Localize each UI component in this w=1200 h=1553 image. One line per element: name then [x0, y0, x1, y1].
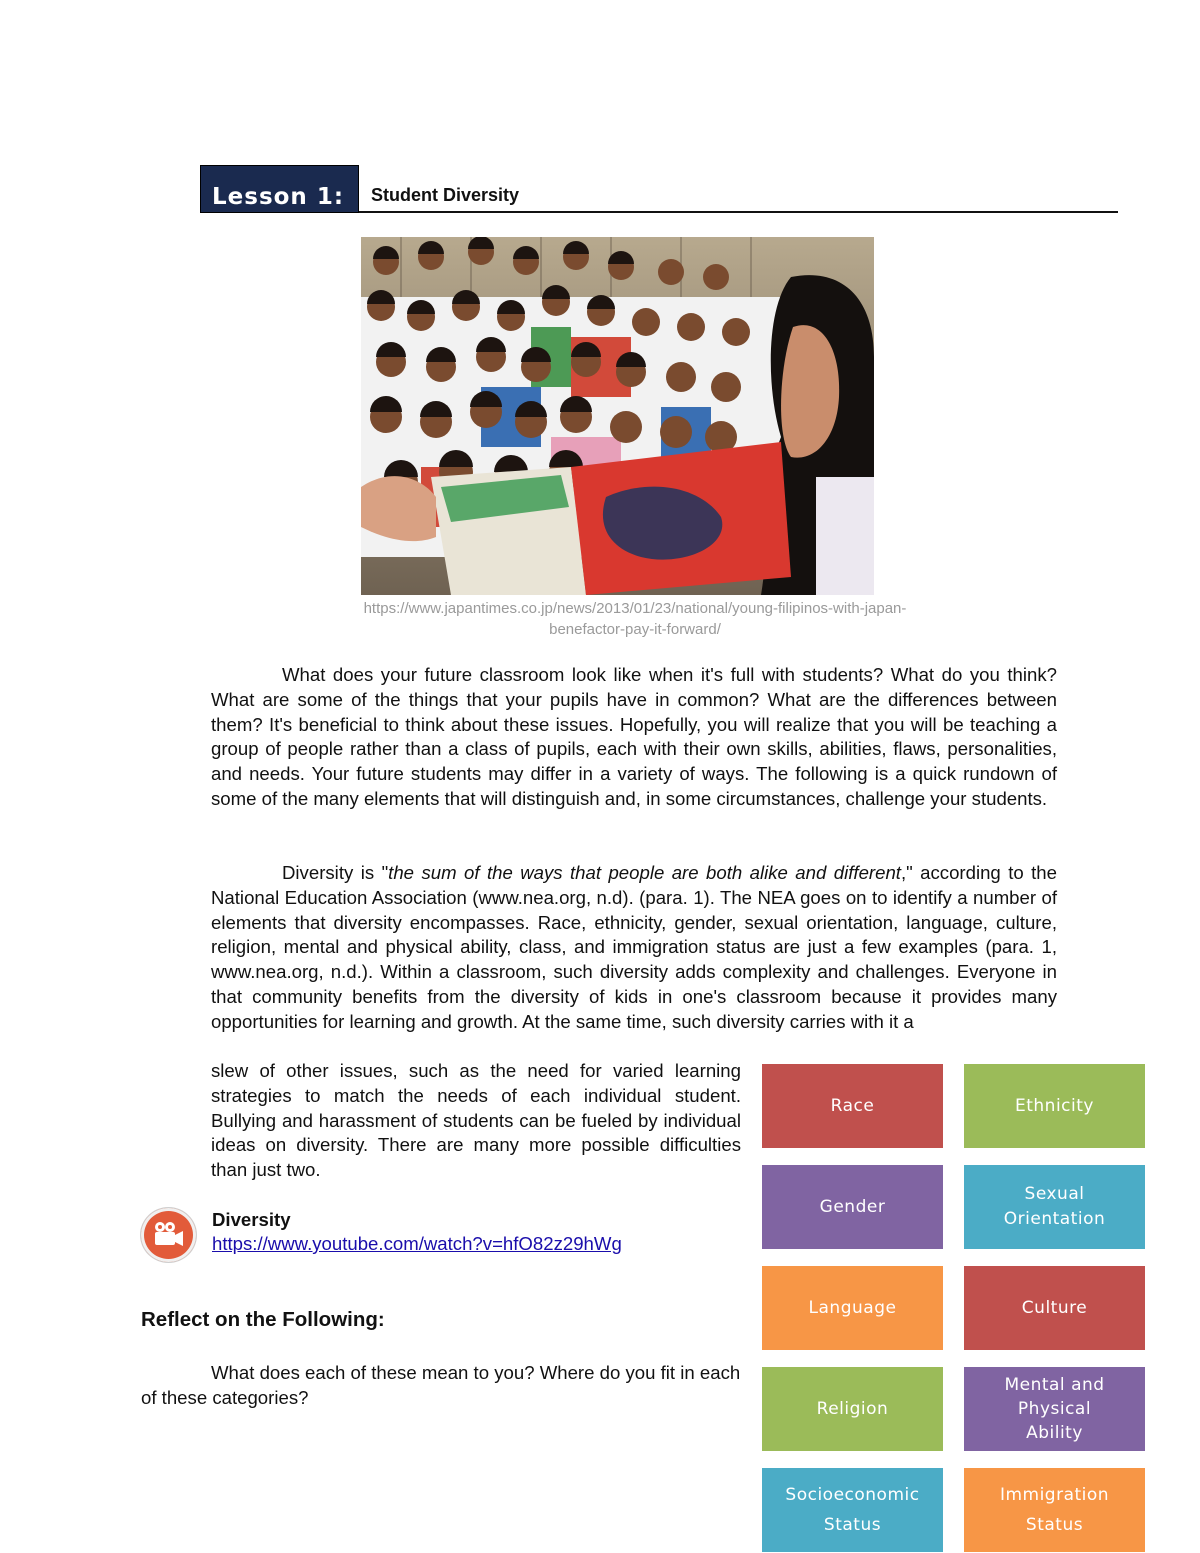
title-underline: [359, 211, 1118, 213]
category-sexual-orientation: Sexual Orientation: [964, 1165, 1145, 1249]
category-immigration-status: Immigration Status: [964, 1468, 1145, 1552]
video-camera-icon: [141, 1208, 196, 1262]
lesson-label: Lesson 1:: [200, 165, 359, 213]
category-race: Race: [762, 1064, 943, 1148]
lesson-title: Student Diversity: [371, 185, 520, 205]
category-mental-physical-ability: Mental and Physical Ability: [964, 1367, 1145, 1451]
photo-caption: https://www.japantimes.co.jp/news/2013/01/23/national/young-filipinos-with-japan-benefactor-pay-it-forward/: [363, 600, 907, 638]
definition-lead: Diversity is ": [282, 862, 389, 883]
reflect-heading: Reflect on the Following:: [141, 1308, 385, 1331]
video-title: Diversity: [212, 1209, 291, 1230]
video-link[interactable]: https://www.youtube.com/watch?v=hfO82z29hWg: [212, 1233, 622, 1254]
reflect-question-text: What does each of these mean to you? Where do you fit in each of these categories?: [141, 1362, 741, 1408]
category-ethnicity: Ethnicity: [964, 1064, 1145, 1148]
photo-illustration: [361, 237, 874, 595]
category-culture: Culture: [964, 1266, 1145, 1350]
classroom-reading-photo: [361, 237, 874, 595]
category-religion: Religion: [762, 1367, 943, 1451]
diversity-definition-paragraph: [211, 861, 1057, 1035]
intro-paragraph: [211, 663, 1057, 812]
category-language: Language: [762, 1266, 943, 1350]
issues-paragraph: slew of other issues, such as the need for varied learning strategies to match the needs of each individual student. Bullying and harassment of students can be fueled by individual ideas on diversity. There are many more possible difficulties than just two.: [211, 1060, 741, 1181]
definition-quote: the sum of the ways that people are both alike and different: [388, 862, 901, 883]
category-gender: Gender: [762, 1165, 943, 1249]
definition-rest: ," according to the National Education Association (www.nea.org, n.d). (para. 1). The NEA goes on to identify a number of elements that diversity encompasses. Race, ethnicity, gender, sexual orientation, language, culture, religion, mental and physical ability, class, and immigration status are just a few examples (para. 1, www.nea.org, n.d.). Within a classroom, such diversity adds complexity and challenges. Everyone in that community benefits from the diversity of kids in one's classroom because it provides many opportunities for learning and growth. At the same time, such diversity carries with it a: [211, 862, 1057, 1032]
category-socioeconomic-status: Socioeconomic Status: [762, 1468, 943, 1552]
intro-paragraph-text: What does your future classroom look like when it's full with students? What do you think? What are some of the things that your pupils have in common? What are the differences between them? It's beneficial to think about these issues. Hopefully, you will realize that you will be teaching a group of people rather than a class of pupils, each with their own skills, abilities, flaws, personalities, and needs. Your future students may differ in a variety of ways. The following is a quick rundown of some of the many elements that will distinguish and, in some circumstances, challenge your students.: [211, 664, 1057, 809]
reflect-question: [141, 1360, 743, 1410]
